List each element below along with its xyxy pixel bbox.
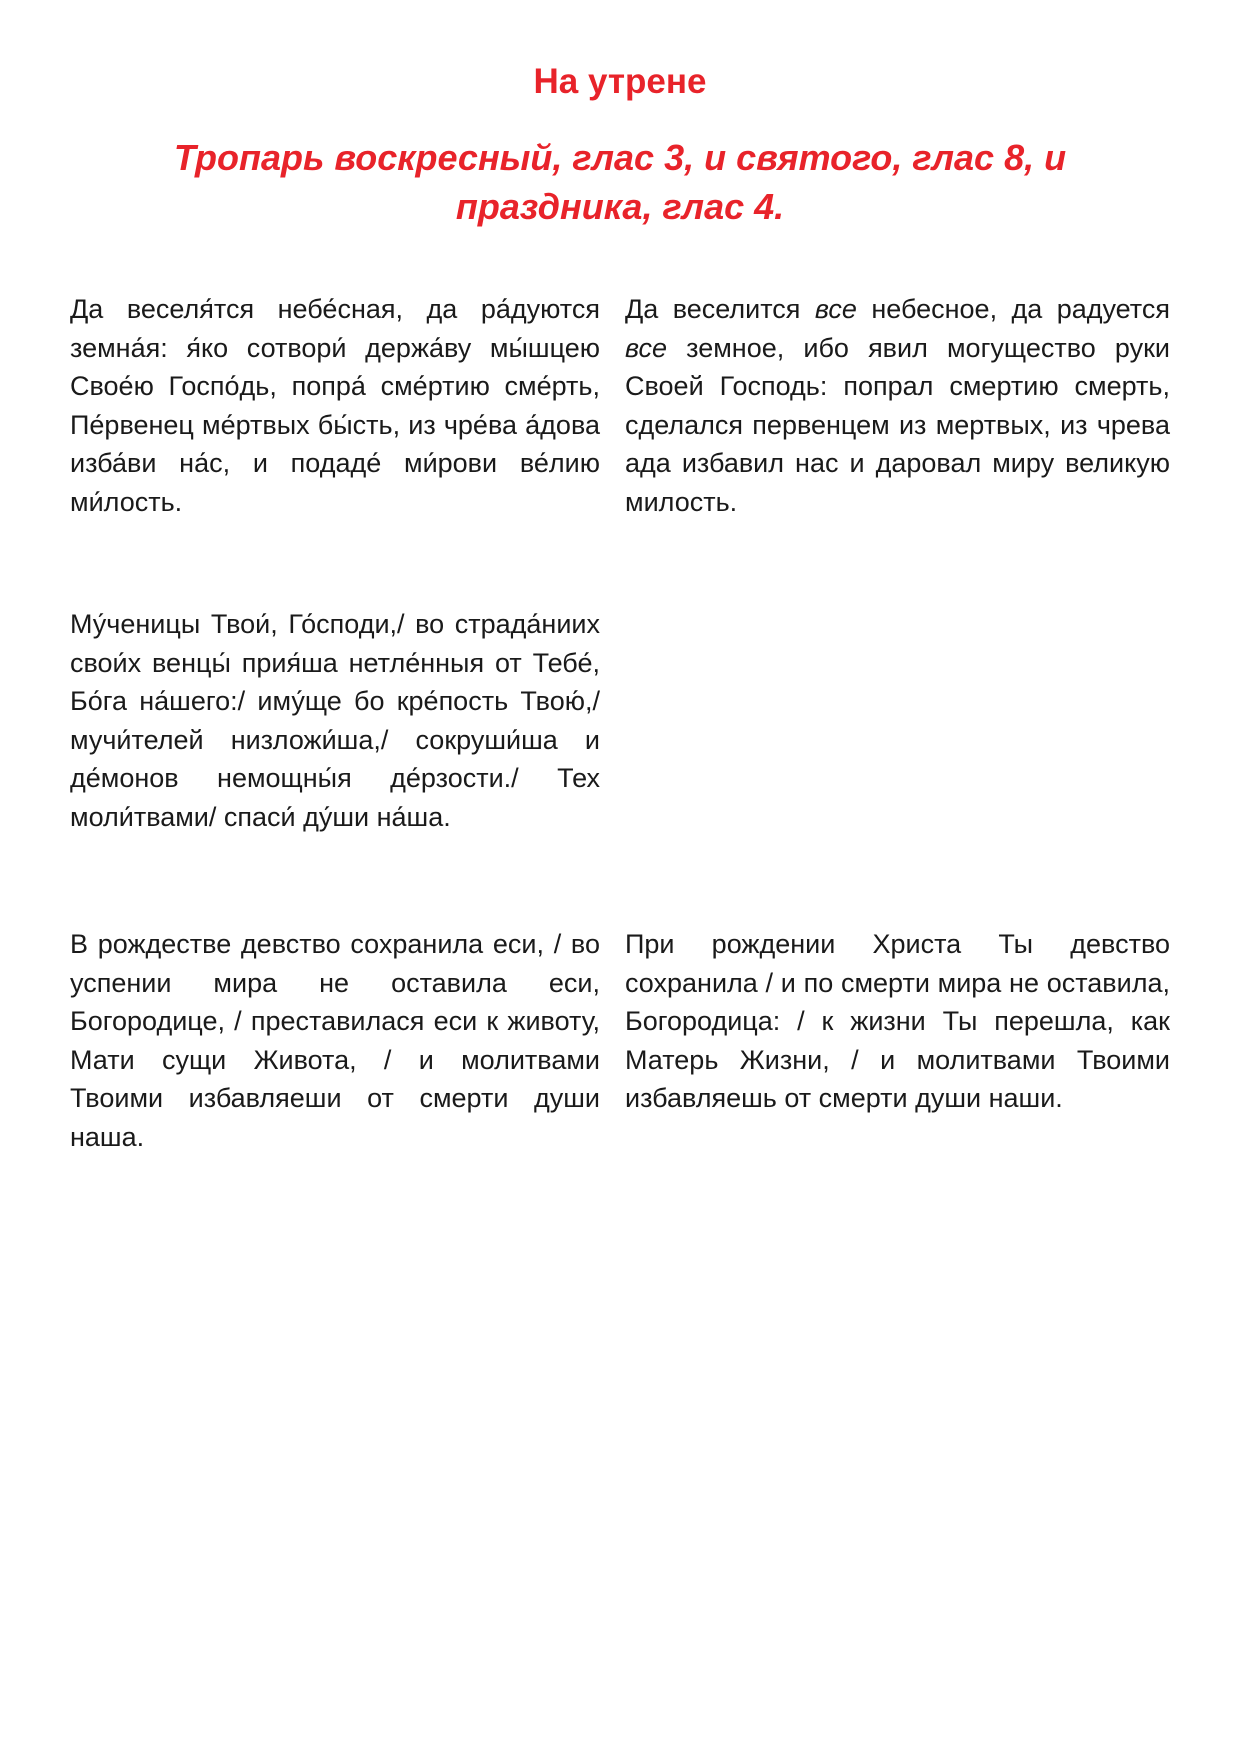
church-slavonic-text: Да веселя́тся небе́сная, да ра́дуются земна́я: я́ко сотвори́ держа́ву мы́шцею Свое́ю Госпо́дь, попра́ сме́ртию сме́рть, Пе́рвенец ме́ртвых бы́сть, из чре́ва а́дова изба́ви на́с, и подаде́ ми́рови ве́лию ми́лость. bbox=[70, 294, 600, 517]
russian-translation: При рождении Христа Ты девство сохранила / и по смерти мира не оставила, Богородица: / к жизни Ты перешла, как Матерь Жизни, / и молитвами Твоими избавляешь от смерти души наши. bbox=[625, 929, 1170, 1114]
translation-text: Да веселится bbox=[625, 294, 815, 324]
emphasis-text: все bbox=[625, 332, 668, 363]
page-subtitle: Тропарь воскресный, глас 3, и святого, глас 8, и праздника, глас 4. bbox=[173, 137, 1067, 227]
troparion-resurrection bbox=[70, 290, 1170, 522]
troparion-martyrs bbox=[70, 605, 1170, 837]
russian-translation-empty bbox=[625, 605, 1170, 837]
emphasis-text: все bbox=[814, 294, 857, 324]
church-slavonic-text: Му́ченицы Твои́, Го́споди,/ во страда́ниих свои́х венцы́ прия́ша нетле́нныя от Тебе́, Бо́га на́шего:/ иму́ще бо кре́пость Твою́,/ мучи́телей низложи́ша,/ сокруши́ша и де́монов немощны́я де́рзости./ Тех моли́твами/ спаси́ ду́ши на́ша. bbox=[70, 609, 600, 832]
page-title: На утрене bbox=[533, 62, 707, 101]
translation-text: небесное, да радуется bbox=[856, 294, 1170, 324]
troparion-dormition bbox=[70, 925, 1170, 1157]
page-header bbox=[0, 58, 1240, 231]
translation-text: земное, ибо явил могущество руки Своей Господь: попрал смертию смерть, сделался первенцем из мертвых, из чрева ада избавил нас и даровал миру великую милость. bbox=[625, 332, 1170, 517]
church-slavonic-text: В рождестве девство сохранила еси, / во успении мира не оставила еси, Богородице, / преставилася еси к животу, Мати сущи Живота, / и молитвами Твоими избавляеши от смерти души наша. bbox=[70, 929, 600, 1152]
russian-translation bbox=[625, 290, 1170, 522]
